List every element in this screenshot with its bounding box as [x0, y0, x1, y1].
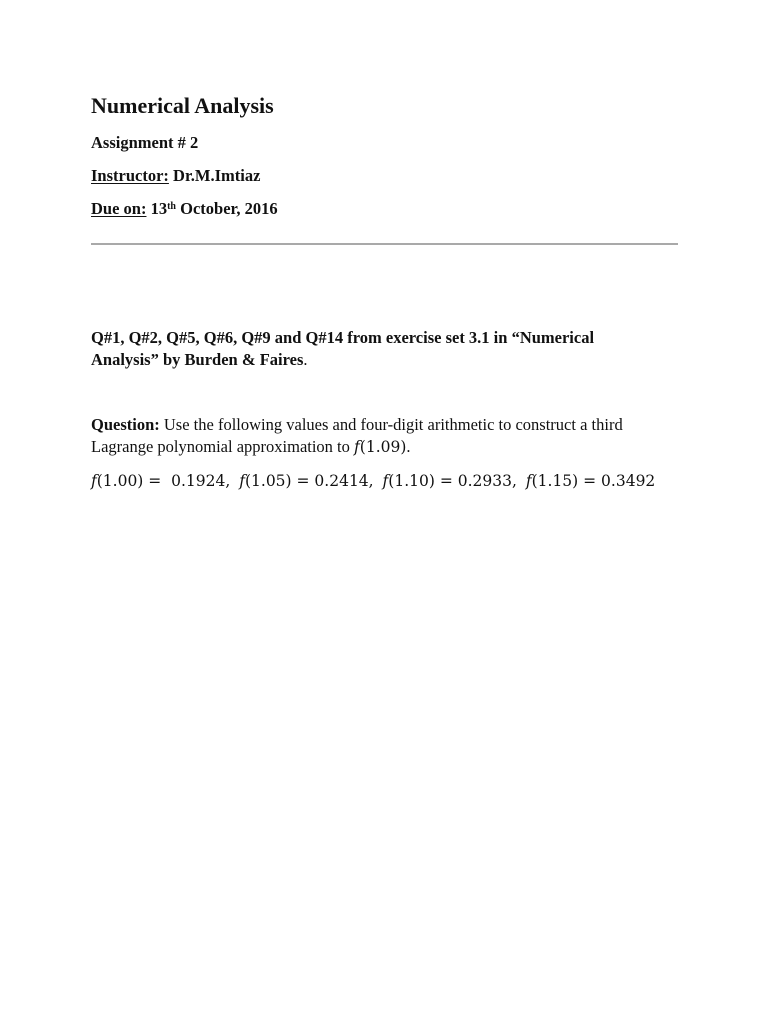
value-3 [383, 472, 517, 490]
references-line-2-end: . [303, 350, 308, 369]
assignment-text: Assignment # 2 [91, 133, 199, 152]
assignment-number [91, 132, 198, 154]
value-2-arg: (1.05) [244, 472, 292, 490]
instructor-label: Instructor: [91, 166, 169, 185]
value-2-fn: f [239, 472, 245, 490]
references-line-1: Q#1, Q#2, Q#5, Q#6, Q#9 and Q#14 from exercise set 3.1 in “Numerical [91, 328, 595, 347]
question-target-fn: f [354, 438, 360, 456]
instructor-line [91, 165, 260, 187]
page-title: Numerical Analysis [91, 93, 274, 118]
question-target-arg: (1.09) [359, 438, 407, 456]
value-3-arg: (1.10) [388, 472, 435, 490]
due-date-line [91, 198, 278, 220]
value-2 [239, 472, 373, 490]
value-1-result: = 0.1924, [143, 472, 231, 490]
value-1-arg: (1.00) [96, 472, 144, 490]
value-2-result: = 0.2414, [291, 472, 374, 490]
references-line-2: Analysis” by Burden & Faires [91, 350, 304, 369]
value-4-result: = 0.3492 [578, 472, 656, 490]
due-label: Due on: [91, 199, 147, 218]
due-month-year: October, 2016 [180, 199, 278, 218]
question-text-end: . [406, 437, 411, 456]
instructor-name: Dr.M.Imtiaz [173, 166, 261, 185]
value-4-arg: (1.15) [531, 472, 579, 490]
header-divider [91, 243, 678, 245]
value-4 [526, 472, 655, 490]
question-text-line-2: Lagrange polynomial approximation to [91, 437, 350, 456]
question-target-expression [354, 438, 406, 456]
question-label: Question: [91, 415, 160, 434]
value-1 [91, 472, 230, 490]
value-1-fn: f [91, 472, 97, 490]
question-block [91, 414, 691, 458]
value-4-fn: f [525, 472, 532, 490]
question-text-line-1: Use the following values and four-digit arithmetic to construct a third [163, 415, 623, 434]
value-3-fn: f [382, 472, 389, 490]
given-values [91, 470, 655, 492]
value-3-result: = 0.2933, [434, 472, 517, 490]
exercise-references [91, 327, 691, 371]
due-day-suffix: th [167, 201, 176, 212]
due-day: 13 [150, 199, 168, 218]
